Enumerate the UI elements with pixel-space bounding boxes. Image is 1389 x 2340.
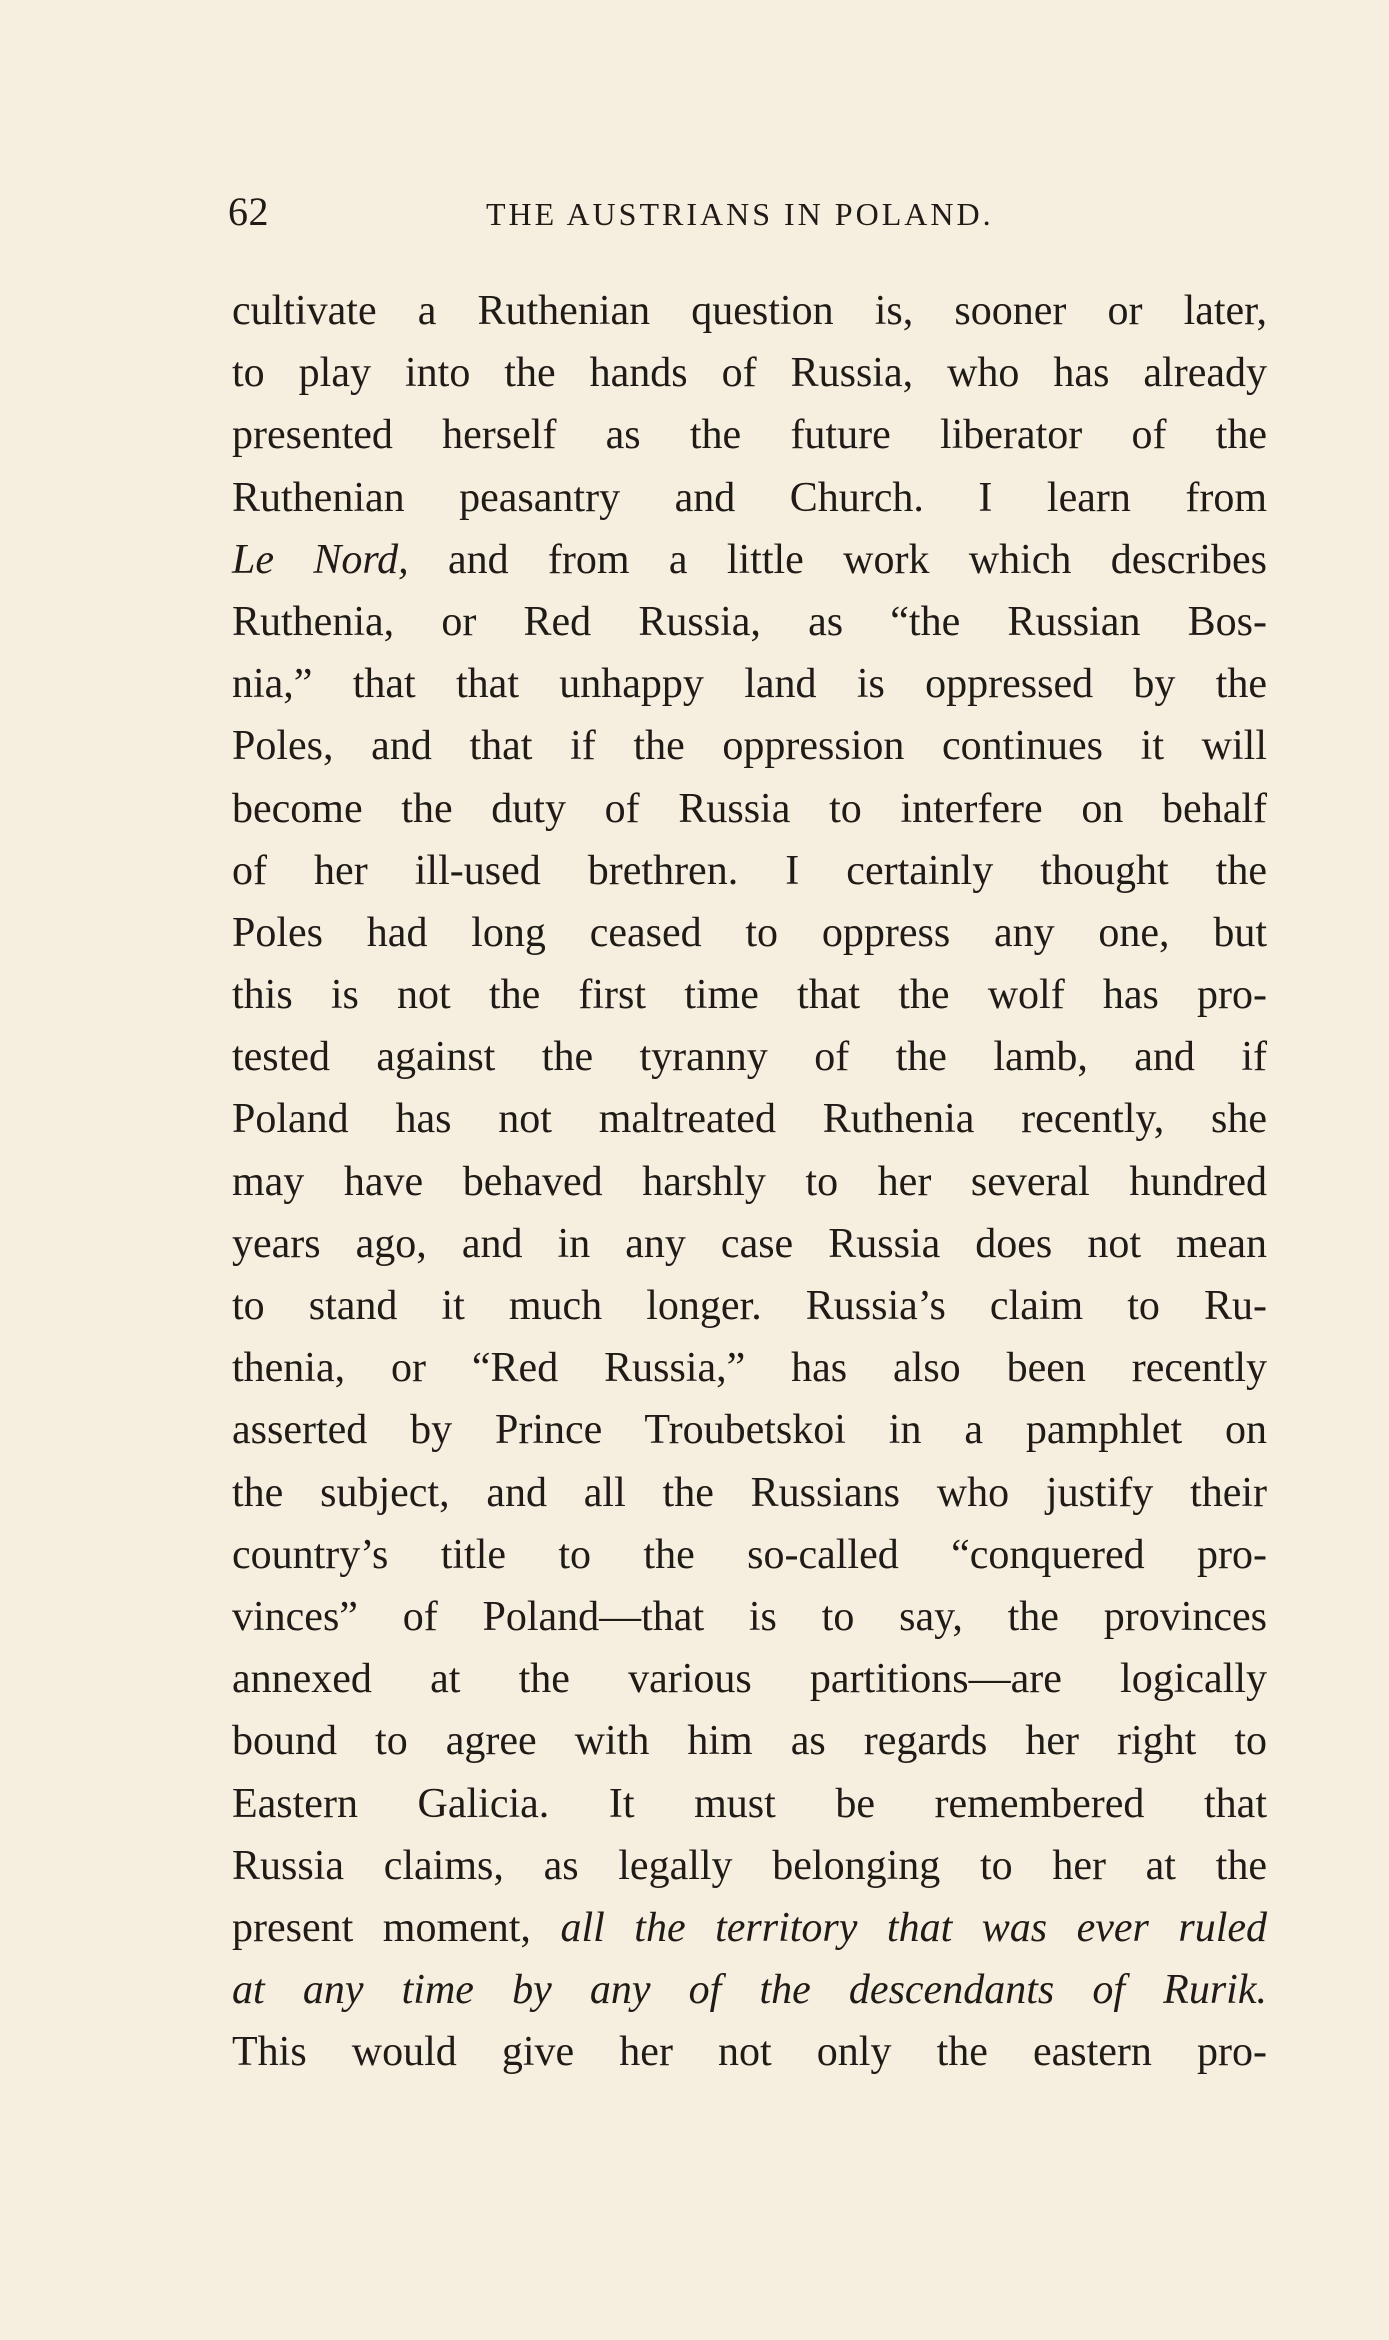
text-line xyxy=(232,1275,1267,1337)
text-segment: this is not the first time that the wolf has pro- xyxy=(232,972,1267,1019)
body-text xyxy=(232,280,1267,2083)
text-segment: and from a little work which describes xyxy=(408,536,1267,583)
text-line xyxy=(232,1026,1267,1088)
text-line xyxy=(232,1773,1267,1835)
italic-text: at any time by any of the descendants of Rurik. xyxy=(232,1967,1267,2014)
text-line xyxy=(232,964,1267,1026)
text-segment: cultivate a Ruthenian question is, sooner or later, xyxy=(232,288,1267,334)
text-line xyxy=(232,1088,1267,1150)
text-segment: vinces” of Poland—that is to say, the provinces xyxy=(232,1593,1267,1640)
text-segment: Russia claims, as legally belonging to her at the xyxy=(232,1842,1267,1889)
text-line xyxy=(232,591,1267,653)
text-segment: country’s title to the so-called “conquered pro- xyxy=(232,1531,1267,1578)
text-line xyxy=(232,1462,1267,1524)
text-segment: Poles had long ceased to oppress any one, but xyxy=(232,909,1267,956)
text-line xyxy=(232,1648,1267,1710)
text-segment: Ruthenian peasantry and Church. I learn from xyxy=(232,474,1267,521)
text-line xyxy=(232,1337,1267,1399)
text-segment: This would give her not only the eastern pro- xyxy=(232,2029,1267,2076)
text-segment: to play into the hands of Russia, who has already xyxy=(232,350,1267,397)
text-line xyxy=(232,1959,1267,2021)
text-line xyxy=(232,467,1267,529)
text-line xyxy=(232,1835,1267,1897)
text-line xyxy=(232,342,1267,404)
text-line xyxy=(232,2021,1267,2083)
page-number: 62 xyxy=(228,189,269,234)
text-segment: bound to agree with him as regards her right to xyxy=(232,1718,1267,1765)
text-line xyxy=(232,902,1267,964)
text-segment: nia,” that that unhappy land is oppressed by the xyxy=(232,661,1267,708)
running-title: THE AUSTRIANS IN POLAND. xyxy=(486,196,994,232)
text-segment: Ruthenia, or Red Russia, as “the Russian Bos- xyxy=(232,598,1267,645)
text-segment: annexed at the various partitions—are logically xyxy=(232,1656,1267,1703)
text-segment: presented herself as the future liberator of the xyxy=(232,412,1267,459)
text-segment: thenia, or “Red Russia,” has also been recently xyxy=(232,1345,1267,1392)
text-segment: of her ill-used brethren. I certainly thought the xyxy=(232,847,1267,894)
text-line xyxy=(232,1151,1267,1213)
text-segment: Poles, and that if the oppression continues it will xyxy=(232,723,1267,770)
text-line xyxy=(232,1524,1267,1586)
text-line xyxy=(232,1586,1267,1648)
text-segment: the subject, and all the Russians who justify their xyxy=(232,1469,1267,1516)
text-segment: years ago, and in any case Russia does not mean xyxy=(232,1220,1267,1267)
text-line xyxy=(232,778,1267,840)
text-line xyxy=(232,1897,1267,1959)
text-line xyxy=(232,280,1267,342)
text-segment: to stand it much longer. Russia’s claim to Ru- xyxy=(232,1283,1267,1329)
text-segment: Poland has not maltreated Ruthenia recently, she xyxy=(232,1096,1267,1143)
text-segment: present moment, xyxy=(232,1904,561,1951)
text-line xyxy=(232,1213,1267,1275)
text-line xyxy=(232,840,1267,902)
text-line xyxy=(232,1710,1267,1772)
text-line xyxy=(232,529,1267,591)
text-line xyxy=(232,715,1267,777)
text-segment: may have behaved harshly to her several hundred xyxy=(232,1158,1267,1205)
italic-text: all the territory that was ever ruled xyxy=(560,1904,1268,1951)
text-line xyxy=(232,404,1267,466)
text-segment: Eastern Galicia. It must be remembered that xyxy=(232,1780,1267,1827)
text-line xyxy=(232,1399,1267,1461)
text-segment: asserted by Prince Troubetskoi in a pamphlet on xyxy=(232,1407,1267,1454)
text-segment: tested against the tyranny of the lamb, and if xyxy=(232,1034,1267,1081)
italic-text: Le Nord, xyxy=(232,536,409,583)
text-segment: become the duty of Russia to interfere on behalf xyxy=(232,785,1267,832)
text-line xyxy=(232,653,1267,715)
